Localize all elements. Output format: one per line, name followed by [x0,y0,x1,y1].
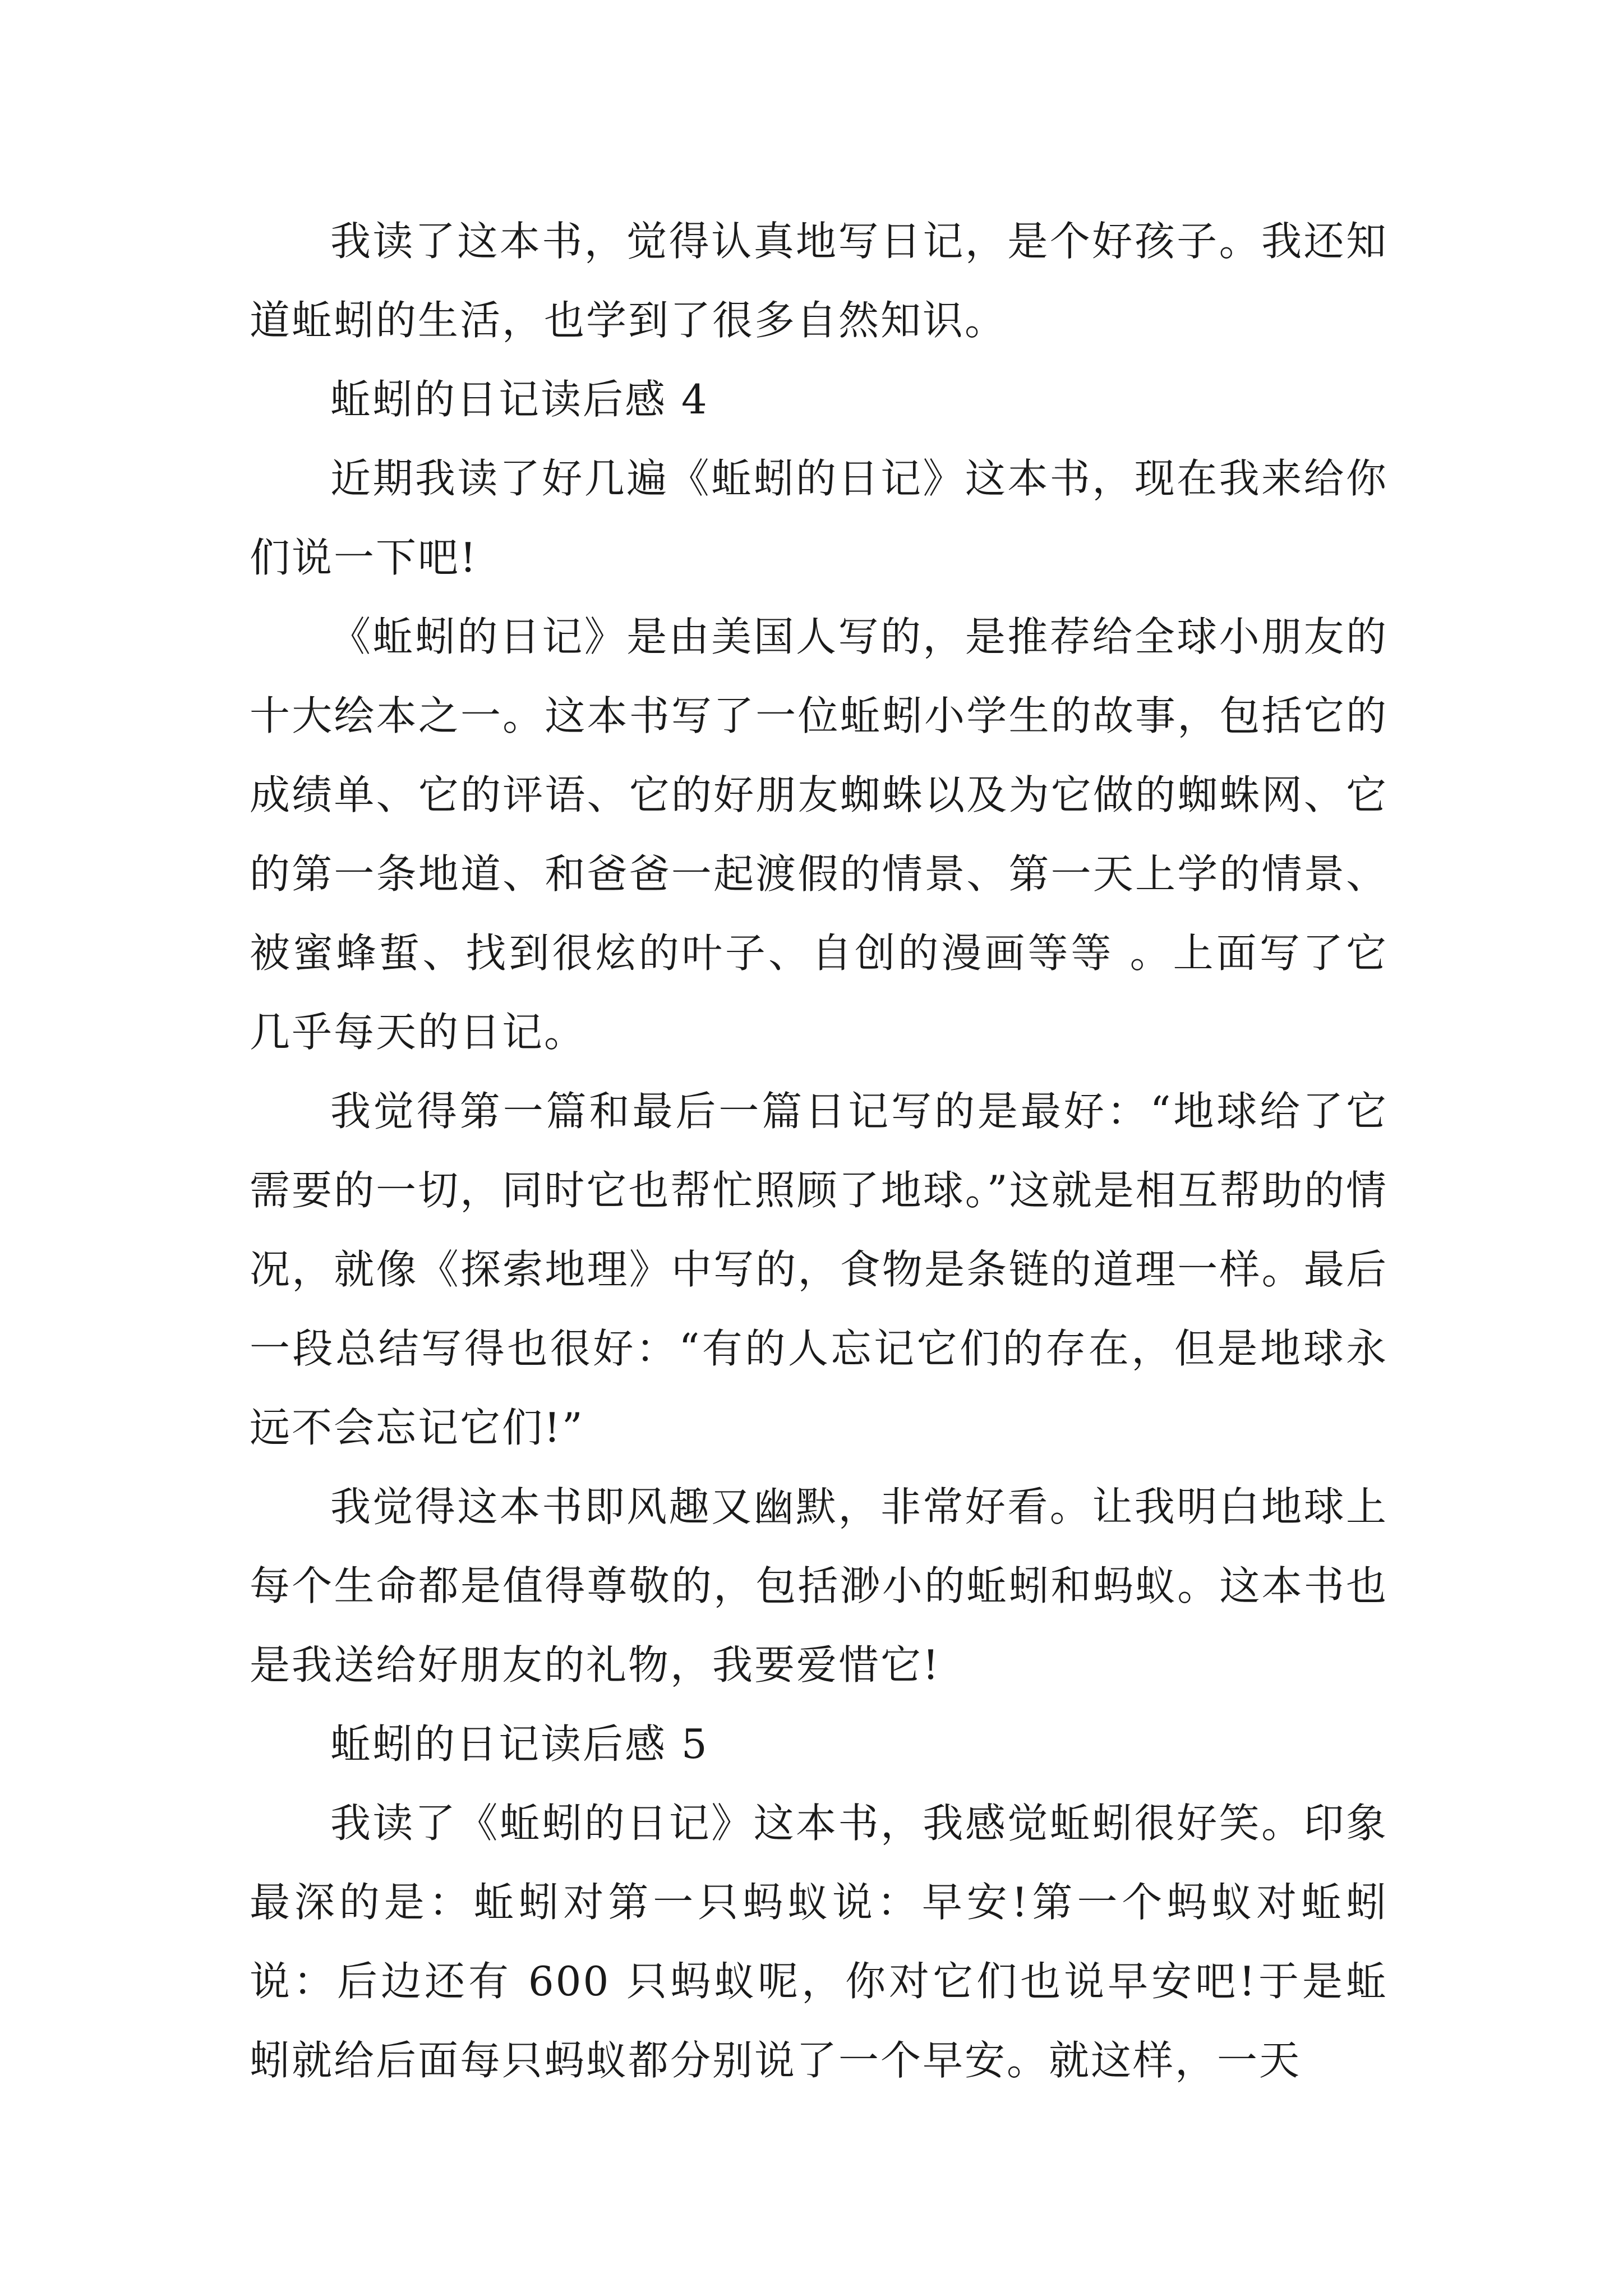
paragraph-4-3: 我觉得第一篇和最后一篇日记写的是最好：“地球给了它需要的一切，同时它也帮忙照顾了地球。”这就是相互帮助的情况，就像《探索地理》中写的，食物是条链的道理一样。最后一段总结写得也很好：“有的人忘记它们的存在，但是地球永远不会忘记它们!” [250,1088,1388,1451]
paragraph-4-1: 近期我读了好几遍《蚯蚓的日记》这本书，现在我来给你们说一下吧! [250,455,1388,581]
section-heading-4: 蚯蚓的日记读后感 4 [330,376,709,423]
paragraph-4-2: 《蚯蚓的日记》是由美国人写的，是推荐给全球小朋友的十大绘本之一。这本书写了一位蚯蚓小学生的故事，包括它的成绩单、它的评语、它的好朋友蜘蛛以及为它做的蜘蛛网、它的第一条地道、和爸爸一起渡假的情景、第一天上学的情景、被蜜蜂蜇、找到很炫的叶子、自创的漫画等等 。上面写了它几乎每天的日记。 [250,613,1388,1056]
paragraph-4-4: 我觉得这本书即风趣又幽默，非常好看。让我明白地球上每个生命都是值得尊敬的，包括渺小的蚯蚓和蚂蚁。这本书也是我送给好朋友的礼物，我要爱惜它! [250,1483,1388,1688]
paragraph-intro: 我读了这本书，觉得认真地写日记，是个好孩子。我还知道蚯蚓的生活，也学到了很多自然知识。 [250,218,1388,344]
paragraph-5-1: 我读了《蚯蚓的日记》这本书，我感觉蚯蚓很好笑。印象最深的是：蚯蚓对第一只蚂蚁说：早安!第一个蚂蚁对蚯蚓说：后边还有 600 只蚂蚁呢，你对它们也说早安吧!于是蚯蚓就给后面每只蚂蚁都分别说了一个早安。就这样，一天 [250,1800,1388,2084]
document-body [250,202,1388,2100]
section-heading-5: 蚯蚓的日记读后感 5 [330,1720,709,1768]
